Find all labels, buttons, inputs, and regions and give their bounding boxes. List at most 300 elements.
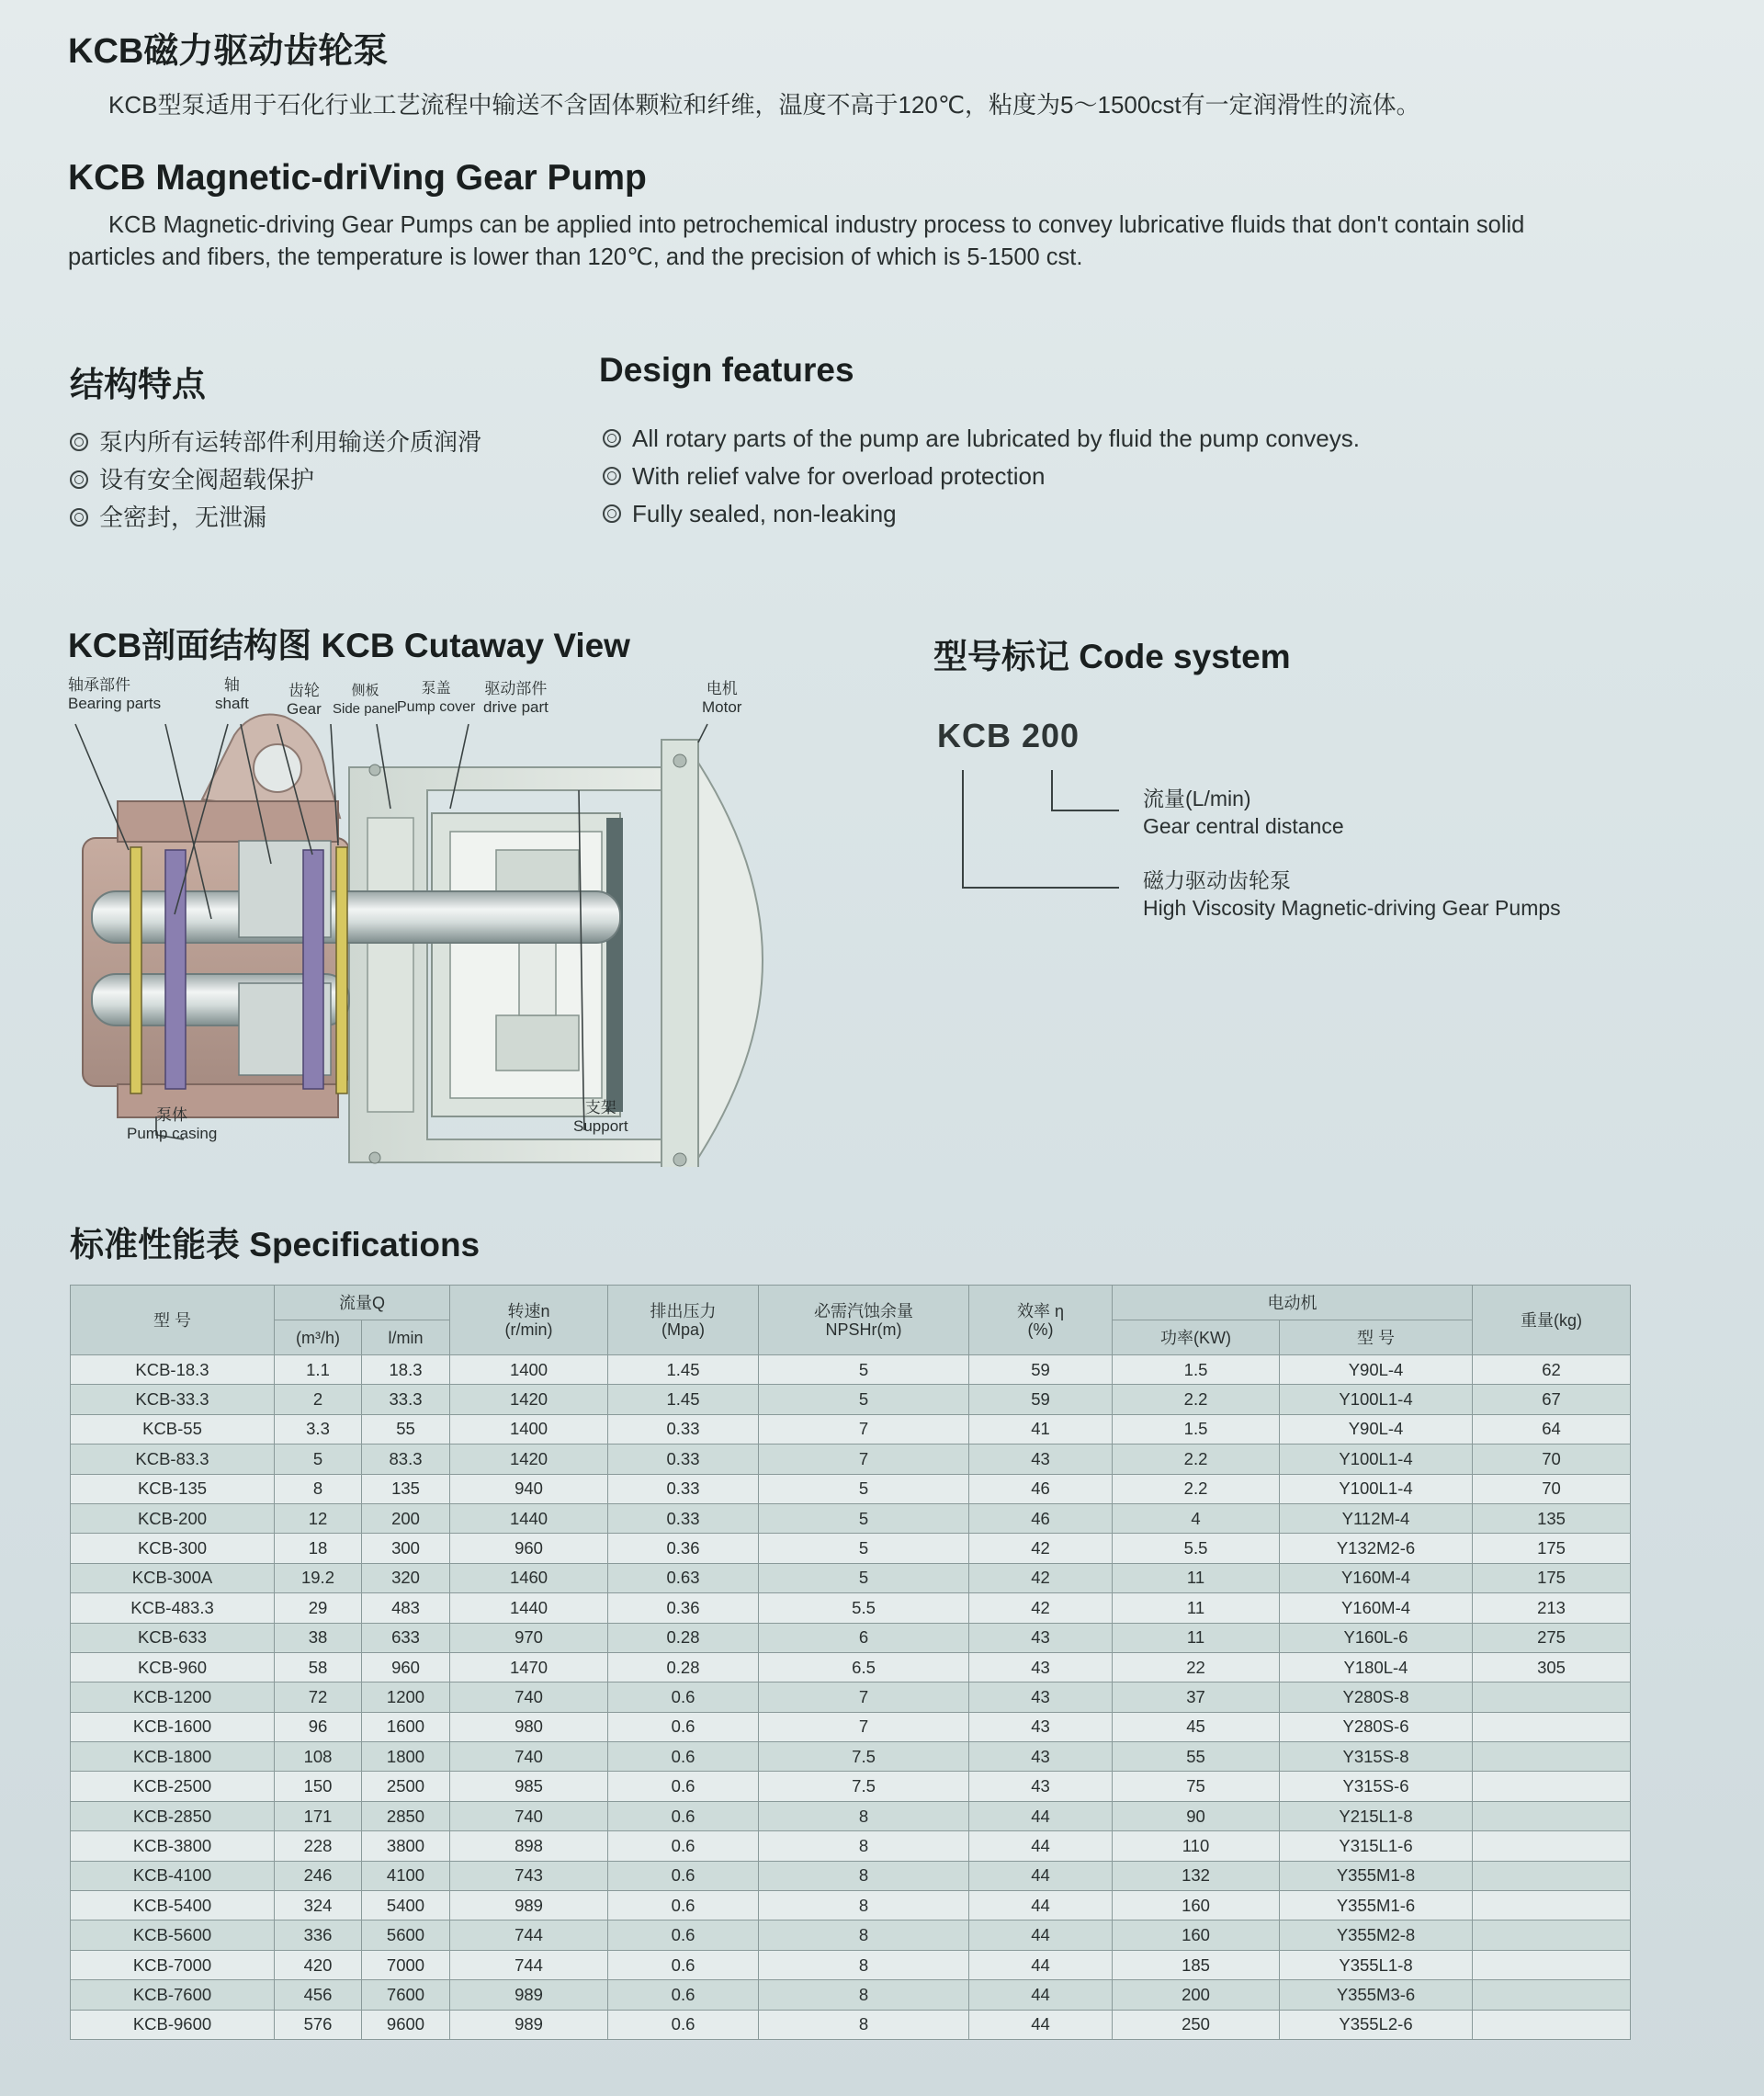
table-row <box>71 1712 1631 1741</box>
cell-weight <box>1473 1712 1631 1741</box>
cell-motor-model: Y160M-4 <box>1280 1593 1473 1623</box>
intro-text-cn: KCB型泵适用于石化行业工艺流程中输送不含固体颗粒和纤维，温度不高于120℃，粘度为5～1500cst有一定润滑性的流体。 <box>108 91 1420 119</box>
cell-pressure: 0.6 <box>608 1980 759 2010</box>
cell-efficiency: 46 <box>969 1503 1113 1533</box>
cell-model: KCB-2850 <box>71 1801 275 1830</box>
cell-flow-m3h: 29 <box>275 1593 362 1623</box>
cell-flow-m3h: 336 <box>275 1920 362 1950</box>
cell-motor-model: Y180L-4 <box>1280 1652 1473 1682</box>
cell-flow-lmin: 83.3 <box>362 1445 450 1474</box>
cell-speed: 940 <box>450 1474 608 1503</box>
cell-motor-model: Y355L1-8 <box>1280 1950 1473 1979</box>
circle-bullet-icon <box>70 433 88 451</box>
cell-efficiency: 44 <box>969 1861 1113 1890</box>
cell-speed: 1460 <box>450 1563 608 1592</box>
cell-weight <box>1473 1742 1631 1772</box>
cell-flow-lmin: 7000 <box>362 1950 450 1979</box>
cell-power: 55 <box>1113 1742 1280 1772</box>
cell-model: KCB-2500 <box>71 1772 275 1801</box>
cell-flow-lmin: 135 <box>362 1474 450 1503</box>
table-row <box>71 2010 1631 2039</box>
cell-npsh: 7 <box>759 1712 969 1741</box>
cell-pressure: 0.36 <box>608 1534 759 1563</box>
table-row <box>71 1920 1631 1950</box>
table-row <box>71 1891 1631 1920</box>
page-title-en: KCB Magnetic-driVing Gear Pump <box>68 158 647 198</box>
cell-npsh: 5 <box>759 1474 969 1503</box>
feature-item: 泵内所有运转部件利用输送介质润滑 <box>70 424 481 461</box>
cell-efficiency: 43 <box>969 1682 1113 1712</box>
cell-npsh: 7 <box>759 1682 969 1712</box>
cell-flow-m3h: 324 <box>275 1891 362 1920</box>
cell-npsh: 7 <box>759 1445 969 1474</box>
table-row <box>71 1950 1631 1979</box>
cell-flow-lmin: 18.3 <box>362 1355 450 1385</box>
cell-flow-m3h: 3.3 <box>275 1414 362 1444</box>
cell-motor-model: Y280S-8 <box>1280 1682 1473 1712</box>
cell-efficiency: 41 <box>969 1414 1113 1444</box>
cell-power: 11 <box>1113 1623 1280 1652</box>
cell-npsh: 8 <box>759 1920 969 1950</box>
cell-pressure: 0.6 <box>608 1861 759 1890</box>
specifications-body <box>71 1355 1631 2040</box>
table-row <box>71 1861 1631 1890</box>
cell-pressure: 0.63 <box>608 1563 759 1592</box>
cell-pressure: 0.6 <box>608 1772 759 1801</box>
table-row <box>71 1445 1631 1474</box>
cell-model: KCB-55 <box>71 1414 275 1444</box>
header-motor-model: 型 号 <box>1280 1320 1473 1355</box>
cell-npsh: 5.5 <box>759 1593 969 1623</box>
cell-motor-model: Y280S-6 <box>1280 1712 1473 1741</box>
cell-flow-m3h: 72 <box>275 1682 362 1712</box>
cell-flow-m3h: 456 <box>275 1980 362 2010</box>
circle-bullet-icon <box>70 470 88 489</box>
cell-speed: 1420 <box>450 1385 608 1414</box>
cell-flow-lmin: 633 <box>362 1623 450 1652</box>
cell-weight: 213 <box>1473 1593 1631 1623</box>
cell-flow-lmin: 9600 <box>362 2010 450 2039</box>
specifications-title: 标准性能表 Specifications <box>70 1226 481 1263</box>
cell-weight <box>1473 1831 1631 1861</box>
cell-motor-model: Y100L1-4 <box>1280 1445 1473 1474</box>
code-model: KCB 200 <box>937 717 1080 754</box>
cell-model: KCB-7600 <box>71 1980 275 2010</box>
label-side-panel: 侧板 Side panel <box>333 683 398 717</box>
cell-flow-m3h: 96 <box>275 1712 362 1741</box>
cell-npsh: 5 <box>759 1355 969 1385</box>
label-gear: 齿轮 Gear <box>287 682 322 718</box>
cell-power: 11 <box>1113 1593 1280 1623</box>
cell-speed: 1420 <box>450 1445 608 1474</box>
cell-model: KCB-33.3 <box>71 1385 275 1414</box>
cell-flow-lmin: 1600 <box>362 1712 450 1741</box>
header-speed: 转速n (r/min) <box>450 1286 608 1355</box>
cell-efficiency: 44 <box>969 2010 1113 2039</box>
cell-npsh: 8 <box>759 1801 969 1830</box>
cell-pressure: 0.6 <box>608 1950 759 1979</box>
cell-pressure: 0.6 <box>608 1682 759 1712</box>
cell-model: KCB-300A <box>71 1563 275 1592</box>
cell-weight <box>1473 1801 1631 1830</box>
cell-model: KCB-7000 <box>71 1950 275 1979</box>
cutaway-title: KCB剖面结构图 KCB Cutaway View <box>68 627 630 664</box>
cell-efficiency: 44 <box>969 1950 1113 1979</box>
label-pump-cover: 泵盖 Pump cover <box>397 681 476 715</box>
cell-power: 5.5 <box>1113 1534 1280 1563</box>
circle-bullet-icon <box>603 467 621 485</box>
cell-model: KCB-960 <box>71 1652 275 1682</box>
cell-model: KCB-633 <box>71 1623 275 1652</box>
cell-flow-lmin: 320 <box>362 1563 450 1592</box>
cell-flow-lmin: 1800 <box>362 1742 450 1772</box>
side-panel-right <box>336 847 347 1093</box>
cell-speed: 1470 <box>450 1652 608 1682</box>
cell-npsh: 8 <box>759 1861 969 1890</box>
header-weight: 重量(kg) <box>1473 1286 1631 1355</box>
cell-weight: 67 <box>1473 1385 1631 1414</box>
cell-model: KCB-1800 <box>71 1742 275 1772</box>
cell-pressure: 0.33 <box>608 1445 759 1474</box>
cell-speed: 1400 <box>450 1355 608 1385</box>
cell-model: KCB-300 <box>71 1534 275 1563</box>
cell-pressure: 0.33 <box>608 1503 759 1533</box>
cell-flow-lmin: 7600 <box>362 1980 450 2010</box>
cell-model: KCB-3800 <box>71 1831 275 1861</box>
cell-npsh: 8 <box>759 1950 969 1979</box>
cell-flow-lmin: 33.3 <box>362 1385 450 1414</box>
cell-speed: 740 <box>450 1742 608 1772</box>
cell-npsh: 7.5 <box>759 1772 969 1801</box>
cell-flow-lmin: 5400 <box>362 1891 450 1920</box>
features-list-en <box>603 420 1360 533</box>
cell-speed: 1440 <box>450 1593 608 1623</box>
cell-power: 185 <box>1113 1950 1280 1979</box>
cell-flow-lmin: 4100 <box>362 1861 450 1890</box>
cell-speed: 989 <box>450 1891 608 1920</box>
cell-weight <box>1473 1980 1631 2010</box>
cell-npsh: 5 <box>759 1503 969 1533</box>
table-row <box>71 1563 1631 1592</box>
cell-flow-lmin: 300 <box>362 1534 450 1563</box>
bearing-right <box>303 850 323 1089</box>
cell-npsh: 8 <box>759 1891 969 1920</box>
cell-efficiency: 59 <box>969 1385 1113 1414</box>
table-row <box>71 1385 1631 1414</box>
cell-motor-model: Y160L-6 <box>1280 1623 1473 1652</box>
cell-power: 2.2 <box>1113 1474 1280 1503</box>
cell-flow-lmin: 3800 <box>362 1831 450 1861</box>
cell-speed: 1440 <box>450 1503 608 1533</box>
cell-weight <box>1473 1920 1631 1950</box>
cell-flow-m3h: 18 <box>275 1534 362 1563</box>
cell-motor-model: Y100L1-4 <box>1280 1385 1473 1414</box>
cell-efficiency: 42 <box>969 1563 1113 1592</box>
cell-motor-model: Y315L1-6 <box>1280 1831 1473 1861</box>
cell-npsh: 8 <box>759 1980 969 2010</box>
cell-power: 75 <box>1113 1772 1280 1801</box>
cell-npsh: 6 <box>759 1623 969 1652</box>
cell-pressure: 1.45 <box>608 1385 759 1414</box>
cell-npsh: 6.5 <box>759 1652 969 1682</box>
features-list-cn <box>70 424 481 537</box>
label-shaft: 轴 shaft <box>215 676 249 712</box>
cell-power: 2.2 <box>1113 1385 1280 1414</box>
cell-flow-m3h: 1.1 <box>275 1355 362 1385</box>
code-type-label: 磁力驱动齿轮泵 High Viscosity Magnetic-driving Gear Pumps <box>1143 868 1561 920</box>
cell-speed: 960 <box>450 1534 608 1563</box>
feature-item: 设有安全阀超载保护 <box>70 461 481 499</box>
features-title-en: Design features <box>599 351 854 389</box>
cell-power: 132 <box>1113 1861 1280 1890</box>
cell-motor-model: Y112M-4 <box>1280 1503 1473 1533</box>
cell-model: KCB-18.3 <box>71 1355 275 1385</box>
cell-npsh: 5 <box>759 1385 969 1414</box>
cell-efficiency: 44 <box>969 1980 1113 2010</box>
cell-motor-model: Y132M2-6 <box>1280 1534 1473 1563</box>
label-drive-part: 驱动部件 drive part <box>483 680 548 716</box>
cell-pressure: 0.6 <box>608 1831 759 1861</box>
cell-efficiency: 43 <box>969 1712 1113 1741</box>
table-row <box>71 1772 1631 1801</box>
cell-motor-model: Y355M1-8 <box>1280 1861 1473 1890</box>
header-motor: 电动机 <box>1113 1286 1473 1320</box>
cell-flow-lmin: 55 <box>362 1414 450 1444</box>
table-row <box>71 1593 1631 1623</box>
cell-efficiency: 44 <box>969 1831 1113 1861</box>
cell-flow-m3h: 108 <box>275 1742 362 1772</box>
cell-pressure: 0.6 <box>608 1742 759 1772</box>
intro-text-en: KCB Magnetic-driving Gear Pumps can be applied into petrochemical industry process to convey lubricative fluids that don't contain solid particles and fibers, the temperature is lower than 120℃, and the precision of which is 5-1500 cst. <box>68 212 1525 270</box>
cell-power: 1.5 <box>1113 1355 1280 1385</box>
isolation-sleeve <box>606 818 623 1112</box>
cell-pressure: 0.33 <box>608 1414 759 1444</box>
header-flow-m3h: (m³/h) <box>275 1320 362 1355</box>
cell-power: 160 <box>1113 1891 1280 1920</box>
cell-motor-model: Y90L-4 <box>1280 1414 1473 1444</box>
cell-efficiency: 44 <box>969 1891 1113 1920</box>
cell-weight <box>1473 1950 1631 1979</box>
cell-npsh: 5 <box>759 1563 969 1592</box>
header-power: 功率(KW) <box>1113 1320 1280 1355</box>
cell-weight <box>1473 2010 1631 2039</box>
pump-cutaway-diagram <box>64 680 781 1167</box>
table-row <box>71 1623 1631 1652</box>
table-row <box>71 1682 1631 1712</box>
cell-flow-m3h: 38 <box>275 1623 362 1652</box>
features-title-cn: 结构特点 <box>70 366 206 403</box>
cell-model: KCB-5600 <box>71 1920 275 1950</box>
cell-efficiency: 42 <box>969 1534 1113 1563</box>
header-npsh: 必需汽蚀余量 NPSHr(m) <box>759 1286 969 1355</box>
cell-pressure: 0.6 <box>608 1891 759 1920</box>
cell-power: 37 <box>1113 1682 1280 1712</box>
motor-flange <box>662 740 698 1167</box>
cell-npsh: 7.5 <box>759 1742 969 1772</box>
cell-flow-m3h: 171 <box>275 1801 362 1830</box>
cell-weight <box>1473 1861 1631 1890</box>
cell-pressure: 0.28 <box>608 1623 759 1652</box>
cell-pressure: 0.6 <box>608 2010 759 2039</box>
cell-weight: 175 <box>1473 1534 1631 1563</box>
cell-pressure: 0.6 <box>608 1712 759 1741</box>
cell-flow-m3h: 420 <box>275 1950 362 1979</box>
cell-npsh: 8 <box>759 1831 969 1861</box>
table-row <box>71 1742 1631 1772</box>
table-row <box>71 1801 1631 1830</box>
cell-flow-lmin: 1200 <box>362 1682 450 1712</box>
label-bearing: 轴承部件 Bearing parts <box>68 676 162 712</box>
cell-speed: 985 <box>450 1772 608 1801</box>
cell-model: KCB-1200 <box>71 1682 275 1712</box>
cell-flow-m3h: 246 <box>275 1861 362 1890</box>
cell-pressure: 0.36 <box>608 1593 759 1623</box>
cell-efficiency: 43 <box>969 1652 1113 1682</box>
cell-flow-m3h: 8 <box>275 1474 362 1503</box>
cell-speed: 980 <box>450 1712 608 1741</box>
cell-speed: 744 <box>450 1950 608 1979</box>
cell-flow-m3h: 576 <box>275 2010 362 2039</box>
cell-pressure: 0.28 <box>608 1652 759 1682</box>
cell-speed: 989 <box>450 2010 608 2039</box>
cell-flow-m3h: 2 <box>275 1385 362 1414</box>
cell-power: 2.2 <box>1113 1445 1280 1474</box>
cell-flow-m3h: 228 <box>275 1831 362 1861</box>
cell-flow-m3h: 5 <box>275 1445 362 1474</box>
cell-efficiency: 43 <box>969 1445 1113 1474</box>
cell-pressure: 0.6 <box>608 1801 759 1830</box>
cell-pressure: 1.45 <box>608 1355 759 1385</box>
cell-pressure: 0.33 <box>608 1474 759 1503</box>
cell-flow-m3h: 150 <box>275 1772 362 1801</box>
circle-bullet-icon <box>70 508 88 527</box>
label-support: 支架 Support <box>573 1099 628 1135</box>
cell-npsh: 7 <box>759 1414 969 1444</box>
cell-model: KCB-5400 <box>71 1891 275 1920</box>
cell-motor-model: Y160M-4 <box>1280 1563 1473 1592</box>
table-row <box>71 1355 1631 1385</box>
table-row <box>71 1474 1631 1503</box>
cell-speed: 740 <box>450 1801 608 1830</box>
cell-weight: 305 <box>1473 1652 1631 1682</box>
cell-flow-lmin: 2500 <box>362 1772 450 1801</box>
cell-speed: 898 <box>450 1831 608 1861</box>
header-pressure: 排出压力 (Mpa) <box>608 1286 759 1355</box>
table-row <box>71 1831 1631 1861</box>
cell-weight: 64 <box>1473 1414 1631 1444</box>
cell-pressure: 0.6 <box>608 1920 759 1950</box>
cell-model: KCB-200 <box>71 1503 275 1533</box>
specifications-table <box>70 1285 1631 2040</box>
code-bracket-lines <box>946 763 1130 901</box>
cell-motor-model: Y355M2-8 <box>1280 1920 1473 1950</box>
cell-flow-m3h: 12 <box>275 1503 362 1533</box>
circle-bullet-icon <box>603 429 621 448</box>
cell-weight: 62 <box>1473 1355 1631 1385</box>
feature-item: 全密封，无泄漏 <box>70 499 481 537</box>
cell-weight: 275 <box>1473 1623 1631 1652</box>
cell-motor-model: Y355M1-6 <box>1280 1891 1473 1920</box>
feature-item: All rotary parts of the pump are lubricated by fluid the pump conveys. <box>603 420 1360 458</box>
cell-efficiency: 43 <box>969 1623 1113 1652</box>
cell-flow-lmin: 483 <box>362 1593 450 1623</box>
feature-item: With relief valve for overload protection <box>603 458 1360 495</box>
table-row <box>71 1414 1631 1444</box>
cell-motor-model: Y215L1-8 <box>1280 1801 1473 1830</box>
cell-motor-model: Y100L1-4 <box>1280 1474 1473 1503</box>
cell-power: 4 <box>1113 1503 1280 1533</box>
cell-power: 250 <box>1113 2010 1280 2039</box>
cell-npsh: 8 <box>759 2010 969 2039</box>
cell-efficiency: 44 <box>969 1801 1113 1830</box>
cell-motor-model: Y355L2-6 <box>1280 2010 1473 2039</box>
motor-end <box>698 763 763 1158</box>
cell-speed: 989 <box>450 1980 608 2010</box>
cell-power: 200 <box>1113 1980 1280 2010</box>
header-efficiency: 效率 η (%) <box>969 1286 1113 1355</box>
cell-power: 110 <box>1113 1831 1280 1861</box>
cell-model: KCB-4100 <box>71 1861 275 1890</box>
cell-weight <box>1473 1891 1631 1920</box>
cell-weight <box>1473 1772 1631 1801</box>
cell-npsh: 5 <box>759 1534 969 1563</box>
cell-weight: 70 <box>1473 1445 1631 1474</box>
cell-weight: 135 <box>1473 1503 1631 1533</box>
cell-flow-m3h: 19.2 <box>275 1563 362 1592</box>
code-system-title: 型号标记 Code system <box>933 638 1291 675</box>
cell-speed: 1400 <box>450 1414 608 1444</box>
cell-efficiency: 46 <box>969 1474 1113 1503</box>
cell-power: 11 <box>1113 1563 1280 1592</box>
cell-model: KCB-9600 <box>71 2010 275 2039</box>
page-title-cn: KCB磁力驱动齿轮泵 <box>68 32 389 71</box>
cell-power: 160 <box>1113 1920 1280 1950</box>
header-flow-lmin: l/min <box>362 1320 450 1355</box>
label-pump-casing: 泵体 Pump casing <box>127 1106 218 1142</box>
cell-power: 1.5 <box>1113 1414 1280 1444</box>
cell-speed: 743 <box>450 1861 608 1890</box>
header-flow: 流量Q <box>275 1286 450 1320</box>
cell-flow-lmin: 2850 <box>362 1801 450 1830</box>
cell-model: KCB-135 <box>71 1474 275 1503</box>
cell-motor-model: Y315S-6 <box>1280 1772 1473 1801</box>
cell-efficiency: 42 <box>969 1593 1113 1623</box>
cell-efficiency: 44 <box>969 1920 1113 1950</box>
cell-weight <box>1473 1682 1631 1712</box>
header-model: 型 号 <box>71 1286 275 1355</box>
code-flow-label: 流量(L/min) Gear central distance <box>1143 787 1344 838</box>
cell-model: KCB-83.3 <box>71 1445 275 1474</box>
cell-power: 45 <box>1113 1712 1280 1741</box>
cell-motor-model: Y315S-8 <box>1280 1742 1473 1772</box>
side-panel-left <box>130 847 141 1093</box>
table-row <box>71 1980 1631 2010</box>
feature-item: Fully sealed, non-leaking <box>603 495 1360 533</box>
cell-power: 90 <box>1113 1801 1280 1830</box>
circle-bullet-icon <box>603 504 621 523</box>
table-row <box>71 1534 1631 1563</box>
cell-flow-m3h: 58 <box>275 1652 362 1682</box>
cell-speed: 970 <box>450 1623 608 1652</box>
cell-efficiency: 43 <box>969 1742 1113 1772</box>
cell-motor-model: Y90L-4 <box>1280 1355 1473 1385</box>
table-row <box>71 1652 1631 1682</box>
cell-weight: 70 <box>1473 1474 1631 1503</box>
cell-flow-lmin: 200 <box>362 1503 450 1533</box>
cell-efficiency: 59 <box>969 1355 1113 1385</box>
cell-motor-model: Y355M3-6 <box>1280 1980 1473 2010</box>
cell-flow-lmin: 5600 <box>362 1920 450 1950</box>
